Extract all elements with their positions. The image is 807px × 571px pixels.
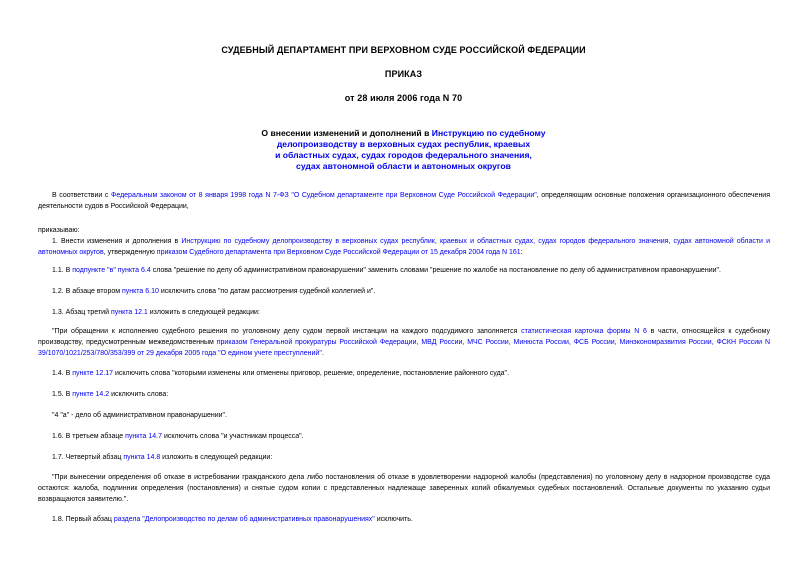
interagency-order-link[interactable]: приказом Генеральной прокуратуры Российской Федерации, МВД России, МЧС России, Минюста России, ФСБ России, Минэкономразвития России, ФСКН России N 39/1070/1021/253/780/353/399 от 29 декабря 2005 года "О едином учете преступлений" — [38, 339, 770, 357]
doc-title-line-4[interactable]: судах автономной области и автономных округов — [296, 161, 511, 171]
item-12-17-link[interactable]: пункте 12.17 — [72, 370, 114, 377]
item-1-5-paragraph: 1.5. В пункте 14.2 исключить слова: — [52, 391, 169, 398]
item-1-7-paragraph: 1.7. Четвертый абзац пункта 14.8 изложить в следующей редакции: — [52, 454, 273, 461]
item-12-1-link[interactable]: пункта 12.1 — [110, 309, 148, 316]
quote-12-1-paragraph: "При обращении к исполнению судебного решения по уголовному делу судом первой инстанции на каждого подсудимого заполняется статистическая карточка формы N 6 в части, относящейся к судебному производству, предусмотренным межведомственным приказом Генеральной прокуратуры Российской Федерации, МВД России, МЧС России, Минюста России, ФСБ России, Минэкономразвития России, ФСКН России N 39/1070/1021/253/780/353/399 от 29 декабря 2005 года "О едином учете преступлений". — [38, 328, 770, 357]
org-heading: СУДЕБНЫЙ ДЕПАРТАМЕНТ ПРИ ВЕРХОВНОМ СУДЕ РОССИЙСКОЙ ФЕДЕРАЦИИ — [221, 45, 586, 55]
preamble-paragraph: В соответствии с Федеральным законом от 8 января 1998 года N 7-ФЗ "О Судебном департаменте при Верховном Суде Российской Федерации", определяющим основные положения организационного обеспечения деятельности судов в Российской Федерации, — [38, 192, 771, 210]
quote-14-8-paragraph: "При вынесении определения об отказе в истребовании гражданского дела либо постановления об отказе в удовлетворении надзорной жалобы (представления) по уголовному делу в надзорном производстве суда остаются: жалоба, подлинник определения (постановления) и снятые судом копии с представленных надлежаще заверенных копий обжалуемых судебных постановлений. Остальные документы по указанию судьи возвращаются заявителю.". — [38, 474, 770, 503]
item-1-3-paragraph: 1.3. Абзац третий пункта 12.1 изложить в следующей редакции: — [52, 309, 260, 316]
item-1-1-paragraph: 1.1. В подпункте "в" пункта 6.4 слова "решение по делу об административном правонарушении" заменить словами "решение по жалобе на постановление по делу об административном правонарушении". — [52, 267, 721, 274]
orders-paragraph: приказываю: — [38, 227, 80, 234]
doc-title — [0, 128, 807, 172]
instruction-title-link[interactable]: Инструкцию по судебному — [431, 128, 546, 138]
item-1-6-paragraph: 1.6. В третьем абзаце пункта 14.7 исключить слова "и участникам процесса". — [52, 433, 304, 440]
order-161-link[interactable]: приказом Судебного департамента при Верховном Суде Российской Федерации от 15 декабря 2004 года N 161 — [156, 249, 521, 256]
federal-law-link[interactable]: Федеральным законом от 8 января 1998 года N 7-ФЗ "О Судебном департаменте при Верховном Суде Российской Федерации" — [111, 192, 537, 199]
subitem-6-4-link[interactable]: подпункте "в" пункта 6.4 — [72, 267, 151, 274]
doc-title-line-2[interactable]: делопроизводству в верховных судах республик, краевых — [276, 139, 531, 149]
item-1-4-paragraph: 1.4. В пункте 12.17 исключить слова "которыми изменены или отменены приговор, решение, определение, постановление районного суда". — [52, 370, 509, 377]
instruction-link[interactable]: Инструкцию по судебному делопроизводству в верховных судах республик, краевых и областных судах, судах городов федерального значения, судах автономной области и автономных округов — [38, 238, 771, 256]
doc-type-heading: ПРИКАЗ — [384, 69, 423, 79]
item-14-2-link[interactable]: пункте 14.2 — [72, 391, 110, 398]
doc-date-heading: от 28 июля 2006 года N 70 — [344, 93, 463, 103]
item-6-10-link[interactable]: пункта 6.10 — [121, 288, 159, 295]
admin-offences-section-link[interactable]: раздела "Делопроизводство по делам об административных правонарушениях" — [113, 516, 375, 523]
doc-title-line-1: О внесении изменений и дополнений в Инструкцию по судебному — [261, 128, 546, 138]
item-1-2-paragraph: 1.2. В абзаце втором пункта 6.10 исключить слова "по датам рассмотрения судебной коллегией и". — [52, 288, 376, 295]
quote-14-2-paragraph: "4 "а" - дело об административном правонарушении". — [52, 412, 227, 419]
item-14-7-link[interactable]: пункта 14.7 — [125, 433, 163, 440]
item-1-8-paragraph: 1.8. Первый абзац раздела "Делопроизводство по делам об административных правонарушениях" исключить. — [52, 516, 413, 523]
item-14-8-link[interactable]: пункта 14.8 — [123, 454, 161, 461]
item-1-paragraph: 1. Внести изменения и дополнения в Инструкцию по судебному делопроизводству в верховных судах республик, краевых и областных судах, судах городов федерального значения, судах автономной области и автономных округов, утвержденную приказом Судебного департамента при Верховном Суде Российской Федерации от 15 декабря 2004 года N 161: — [38, 238, 771, 256]
doc-title-line-3[interactable]: и областных судах, судах городов федерального значения, — [275, 150, 532, 160]
stat-card-form-6-link[interactable]: статистическая карточка формы N 6 — [521, 328, 647, 335]
